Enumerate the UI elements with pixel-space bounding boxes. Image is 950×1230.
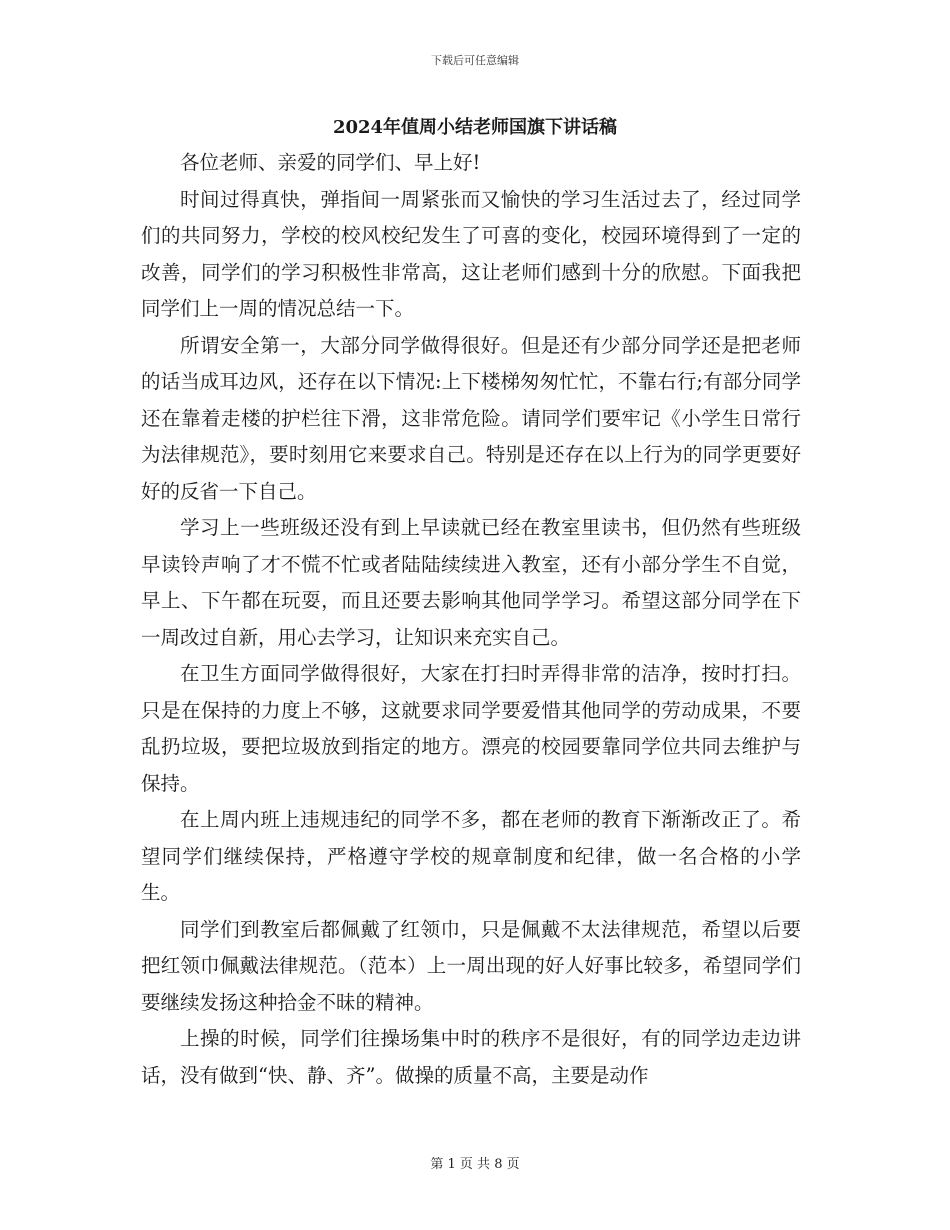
document-title: 2024年值周小结老师国旗下讲话稿: [332, 117, 618, 138]
paragraph-hygiene: 在卫生方面同学做得很好，大家在打扫时弄得非常的洁净，按时打扫。只是在保持的力度上不够，这就要求同学要爱惜其他同学的劳动成果，不要乱扔垃圾，要把垃圾放到指定的地方。漂亮的校园要靠同学位共同去维护与保持。: [141, 662, 801, 795]
paragraph-study: 学习上一些班级还没有到上早读就已经在教室里读书，但仍然有些班级早读铃声响了才不慌不忙或者陆陆续续进入教室，还有小部分学生不自觉，早上、下午都在玩耍，而且还要去影响其他同学学习。希望这部分同学在下一周改过自新，用心去学习，让知识来充实自己。: [141, 516, 801, 649]
paragraph-exercise: 上操的时候，同学们往操场集中时的秩序不是很好，有的同学边走边讲话，没有做到“快、静、齐”。做操的质量不高，主要是动作: [141, 1027, 801, 1087]
document-body: [141, 145, 801, 1094]
page-header-note: 下载后可任意编辑: [431, 54, 519, 67]
paragraph-red-scarf: 同学们到教室后都佩戴了红领巾，只是佩戴不太法律规范，希望以后要把红领巾佩戴法律规范。（范本）上一周出现的好人好事比较多，希望同学们要继续发扬这种拾金不昧的精神。: [141, 917, 801, 1014]
paragraph-greeting: 各位老师、亲爱的同学们、早上好!: [180, 151, 481, 174]
paragraph-safety: 所谓安全第一，大部分同学做得很好。但是还有少部分同学还是把老师的话当成耳边风，还存在以下情况:上下楼梯匆匆忙忙，不靠右行;有部分同学还在靠着走楼的护栏往下滑，这非常危险。请同学们要牢记《小学生日常行为法律规范》，要时刻用它来要求自己。特别是还存在以上行为的同学更要好好的反省一下自己。: [141, 333, 801, 503]
paragraph-discipline: 在上周内班上违规违纪的同学不多，都在老师的教育下渐渐改正了。希望同学们继续保持，严格遵守学校的规章制度和纪律，做一名合格的小学生。: [141, 808, 801, 904]
paragraph-intro: 时间过得真快，弹指间一周紧张而又愉快的学习生活过去了，经过同学们的共同努力，学校的校风校纪发生了可喜的变化，校园环境得到了一定的改善，同学们的学习积极性非常高，这让老师们感到十分的欣慰。下面我把同学们上一周的情况总结一下。: [141, 187, 801, 320]
page-number-footer: 第 1 页 共 8 页: [430, 1157, 520, 1172]
